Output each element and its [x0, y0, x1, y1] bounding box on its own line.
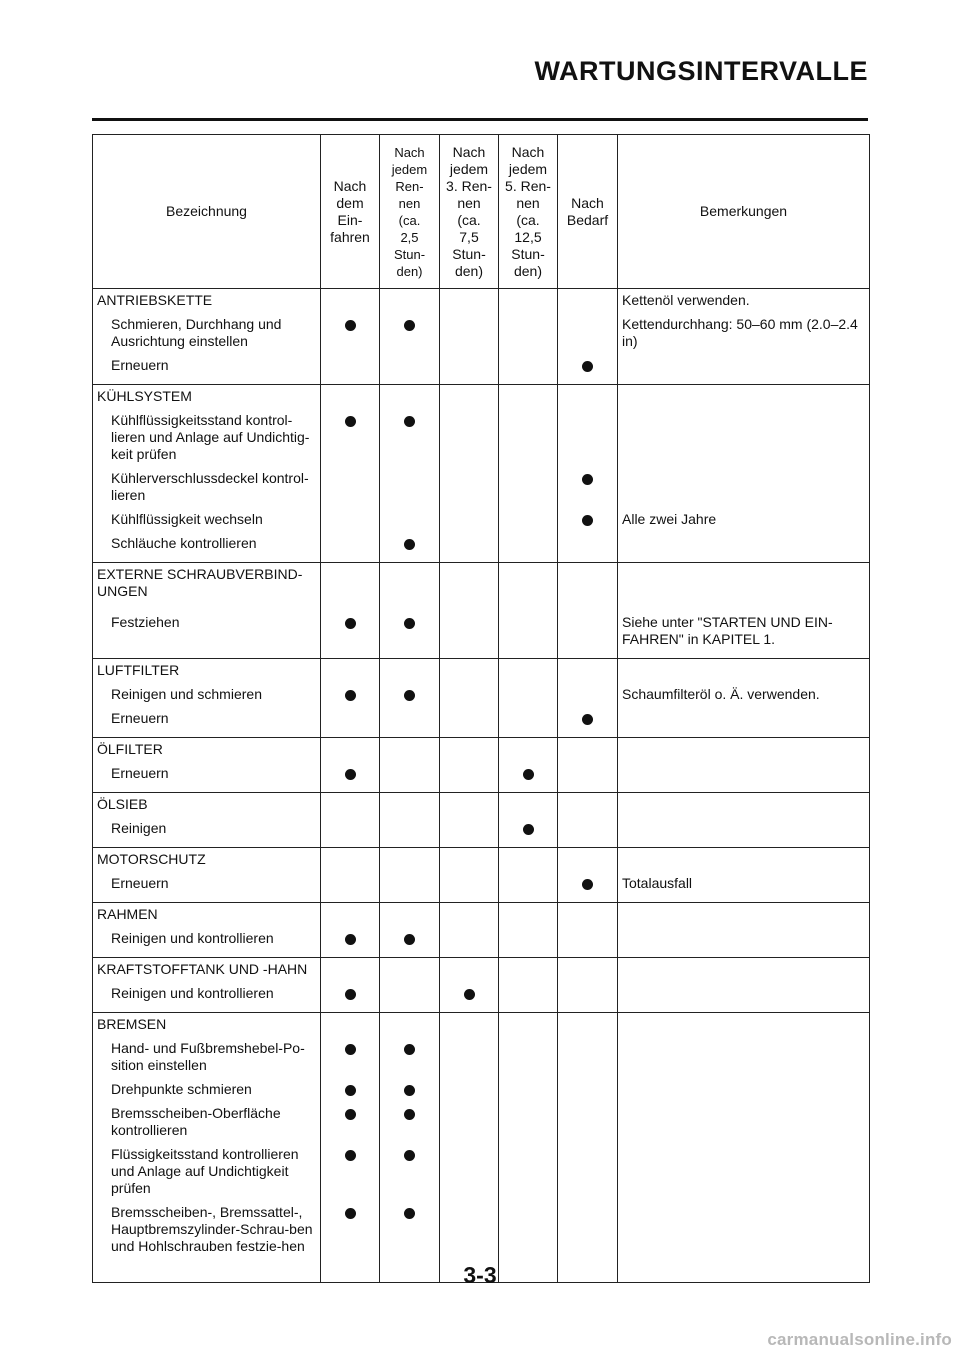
group-name-cell — [93, 385, 321, 563]
interval-dot-icon — [582, 515, 593, 526]
group-name-cell — [93, 903, 321, 958]
group-name-cell — [93, 848, 321, 903]
interval-dot-icon — [464, 989, 475, 1000]
interval-dot-icon — [404, 1044, 415, 1055]
table-header-row — [93, 135, 870, 289]
item-label: Bremsscheiben-Oberfläche kontrollieren — [111, 1105, 281, 1138]
interval-cell — [380, 903, 440, 958]
interval-cell — [321, 385, 380, 563]
interval-cell — [440, 793, 499, 848]
interval-cell — [380, 659, 440, 738]
group-title: MOTORSCHUTZ — [97, 851, 206, 867]
item-remark: Kettendurchhang: 50–60 mm (2.0–2.4 in) — [622, 316, 858, 349]
item-label: Hand- und Fußbremshebel-Po-sition einstellen — [111, 1040, 305, 1073]
item-remark — [618, 707, 869, 731]
col-header-name: Bezeichnung — [93, 135, 321, 289]
interval-cell — [558, 903, 618, 958]
interval-cell — [321, 563, 380, 659]
item-remark — [618, 762, 869, 786]
remarks-cell — [618, 958, 870, 1013]
item-remark — [618, 1143, 869, 1201]
interval-cell — [380, 385, 440, 563]
interval-cell — [499, 659, 558, 738]
item-label: Bremsscheiben-, Bremssattel-, Hauptbremszylinder-Schrau-ben und Hohlschrauben festzie-hen — [111, 1204, 313, 1254]
remarks-cell — [618, 903, 870, 958]
interval-dot-icon — [345, 320, 356, 331]
group-title: BREMSEN — [97, 1016, 167, 1032]
item-label: Reinigen — [111, 820, 167, 836]
interval-cell — [380, 958, 440, 1013]
item-label: Kühlerverschlussdeckel kontrol-lieren — [111, 470, 309, 503]
group-name-cell — [93, 659, 321, 738]
interval-dot-icon — [345, 618, 356, 629]
group-title: LUFTFILTER — [97, 662, 180, 678]
title-rule — [92, 118, 868, 121]
interval-cell — [499, 1013, 558, 1283]
group-title: KÜHLSYSTEM — [97, 388, 192, 404]
interval-dot-icon — [404, 1208, 415, 1219]
group-title: RAHMEN — [97, 906, 158, 922]
interval-cell — [321, 958, 380, 1013]
maintenance-table — [92, 134, 870, 1283]
interval-cell — [499, 793, 558, 848]
group-name-cell — [93, 289, 321, 385]
interval-cell — [321, 289, 380, 385]
group-title: ÖLFILTER — [97, 741, 163, 757]
interval-cell — [321, 848, 380, 903]
item-remark — [618, 1037, 869, 1078]
item-remark — [618, 409, 869, 467]
item-remark — [618, 354, 869, 378]
interval-cell — [440, 1013, 499, 1283]
group-title: KRAFTSTOFFTANK UND -HAHN — [97, 961, 308, 977]
interval-dot-icon — [404, 618, 415, 629]
interval-dot-icon — [523, 824, 534, 835]
remarks-cell — [618, 563, 870, 659]
table-row — [93, 1013, 870, 1283]
interval-dot-icon — [404, 1085, 415, 1096]
group-remark — [618, 903, 869, 927]
item-label: Flüssigkeitsstand kontrollieren und Anlage auf Undichtigkeit prüfen — [111, 1146, 299, 1196]
interval-dot-icon — [345, 1044, 356, 1055]
item-label: Schmieren, Durchhang und Ausrichtung einstellen — [111, 316, 282, 349]
remarks-cell — [618, 1013, 870, 1283]
interval-dot-icon — [345, 1109, 356, 1120]
interval-dot-icon — [404, 416, 415, 427]
interval-cell — [499, 385, 558, 563]
group-name-cell — [93, 958, 321, 1013]
item-remark — [618, 927, 869, 951]
interval-dot-icon — [404, 320, 415, 331]
item-label: Kühlflüssigkeitsstand kontrol-lieren und Anlage auf Undichtig-keit prüfen — [111, 412, 310, 462]
interval-cell — [440, 289, 499, 385]
group-title: ÖLSIEB — [97, 796, 148, 812]
item-remark — [618, 1102, 869, 1143]
interval-cell — [321, 738, 380, 793]
item-remark: Totalausfall — [622, 875, 693, 891]
table-row — [93, 958, 870, 1013]
col-header-every-3rd-race: Nach jedem 3. Ren- nen (ca. 7,5 Stun- den) — [440, 135, 499, 289]
interval-cell — [558, 848, 618, 903]
item-label: Festziehen — [111, 614, 180, 630]
interval-cell — [380, 563, 440, 659]
interval-dot-icon — [582, 361, 593, 372]
remarks-cell — [618, 385, 870, 563]
interval-cell — [440, 738, 499, 793]
table-row — [93, 289, 870, 385]
interval-cell — [440, 903, 499, 958]
interval-dot-icon — [582, 714, 593, 725]
col-header-every-race: Nach jedem Ren- nen (ca. 2,5 Stun- den) — [380, 135, 440, 289]
item-label: Drehpunkte schmieren — [111, 1081, 252, 1097]
interval-cell — [558, 738, 618, 793]
interval-cell — [499, 903, 558, 958]
interval-dot-icon — [404, 539, 415, 550]
interval-cell — [321, 793, 380, 848]
interval-cell — [558, 793, 618, 848]
interval-dot-icon — [404, 934, 415, 945]
interval-cell — [499, 738, 558, 793]
item-label: Schläuche kontrollieren — [111, 535, 257, 551]
interval-cell — [499, 848, 558, 903]
group-title: EXTERNE SCHRAUBVERBIND-UNGEN — [97, 566, 303, 599]
interval-cell — [380, 738, 440, 793]
interval-cell — [321, 659, 380, 738]
interval-dot-icon — [345, 690, 356, 701]
remarks-cell — [618, 738, 870, 793]
interval-cell — [380, 289, 440, 385]
remarks-cell — [618, 659, 870, 738]
interval-cell — [380, 1013, 440, 1283]
interval-dot-icon — [345, 989, 356, 1000]
interval-cell — [380, 793, 440, 848]
table-row — [93, 563, 870, 659]
item-label: Reinigen und kontrollieren — [111, 985, 274, 1001]
interval-cell — [440, 385, 499, 563]
item-remark: Schaumfilteröl o. Ä. verwenden. — [622, 686, 820, 702]
interval-cell — [440, 958, 499, 1013]
page-title: WARTUNGSINTERVALLE — [534, 56, 868, 86]
interval-dot-icon — [404, 690, 415, 701]
interval-cell — [558, 659, 618, 738]
interval-cell — [321, 1013, 380, 1283]
item-label: Erneuern — [111, 710, 169, 726]
page-number: 3-3 — [463, 1262, 497, 1288]
group-remark — [618, 385, 869, 409]
interval-cell — [440, 659, 499, 738]
item-remark — [618, 817, 869, 841]
remarks-cell — [618, 848, 870, 903]
interval-dot-icon — [345, 1085, 356, 1096]
interval-cell — [558, 563, 618, 659]
interval-cell — [440, 563, 499, 659]
item-label: Reinigen und schmieren — [111, 686, 262, 702]
item-label: Reinigen und kontrollieren — [111, 930, 274, 946]
interval-dot-icon — [582, 474, 593, 485]
item-remark — [618, 532, 869, 556]
item-remark: Alle zwei Jahre — [622, 511, 717, 527]
interval-dot-icon — [345, 1208, 356, 1219]
interval-cell — [499, 563, 558, 659]
item-label: Erneuern — [111, 765, 169, 781]
interval-cell — [499, 958, 558, 1013]
interval-cell — [440, 848, 499, 903]
remarks-cell — [618, 793, 870, 848]
table-row — [93, 738, 870, 793]
item-remark — [618, 467, 869, 508]
item-label: Erneuern — [111, 357, 169, 373]
table-row — [93, 848, 870, 903]
group-remark — [618, 659, 869, 683]
group-remark — [618, 958, 869, 982]
interval-cell — [380, 848, 440, 903]
group-remark — [618, 1013, 869, 1037]
group-name-cell — [93, 563, 321, 659]
interval-cell — [321, 903, 380, 958]
table-row — [93, 385, 870, 563]
item-remark — [618, 982, 869, 1006]
col-header-every-5th-race: Nach jedem 5. Ren- nen (ca. 12,5 Stun- den) — [499, 135, 558, 289]
interval-cell — [558, 289, 618, 385]
col-header-after-break-in: Nach dem Ein- fahren — [321, 135, 380, 289]
table-row — [93, 793, 870, 848]
interval-cell — [558, 385, 618, 563]
group-remark — [618, 848, 869, 872]
interval-dot-icon — [345, 769, 356, 780]
interval-dot-icon — [404, 1150, 415, 1161]
interval-dot-icon — [523, 769, 534, 780]
table-row — [93, 659, 870, 738]
interval-dot-icon — [345, 1150, 356, 1161]
item-remark: Siehe unter "STARTEN UND EIN-FAHREN" in KAPITEL 1. — [622, 614, 833, 647]
table-row — [93, 903, 870, 958]
interval-dot-icon — [582, 879, 593, 890]
interval-cell — [558, 958, 618, 1013]
group-name-cell — [93, 1013, 321, 1283]
watermark: carmanualsonline.info — [767, 1330, 952, 1349]
item-label: Erneuern — [111, 875, 169, 891]
group-remark — [618, 563, 869, 611]
remarks-cell — [618, 289, 870, 385]
group-remark: Kettenöl verwenden. — [622, 292, 750, 308]
col-header-as-required: Nach Bedarf — [558, 135, 618, 289]
group-name-cell — [93, 793, 321, 848]
interval-cell — [558, 1013, 618, 1283]
item-label: Kühlflüssigkeit wechseln — [111, 511, 263, 527]
group-title: ANTRIEBSKETTE — [97, 292, 213, 308]
col-header-remarks: Bemerkungen — [618, 135, 870, 289]
item-remark — [618, 1078, 869, 1102]
group-remark — [618, 793, 869, 817]
interval-dot-icon — [345, 416, 356, 427]
interval-cell — [499, 289, 558, 385]
interval-dot-icon — [404, 1109, 415, 1120]
group-name-cell — [93, 738, 321, 793]
interval-dot-icon — [345, 934, 356, 945]
group-remark — [618, 738, 869, 762]
